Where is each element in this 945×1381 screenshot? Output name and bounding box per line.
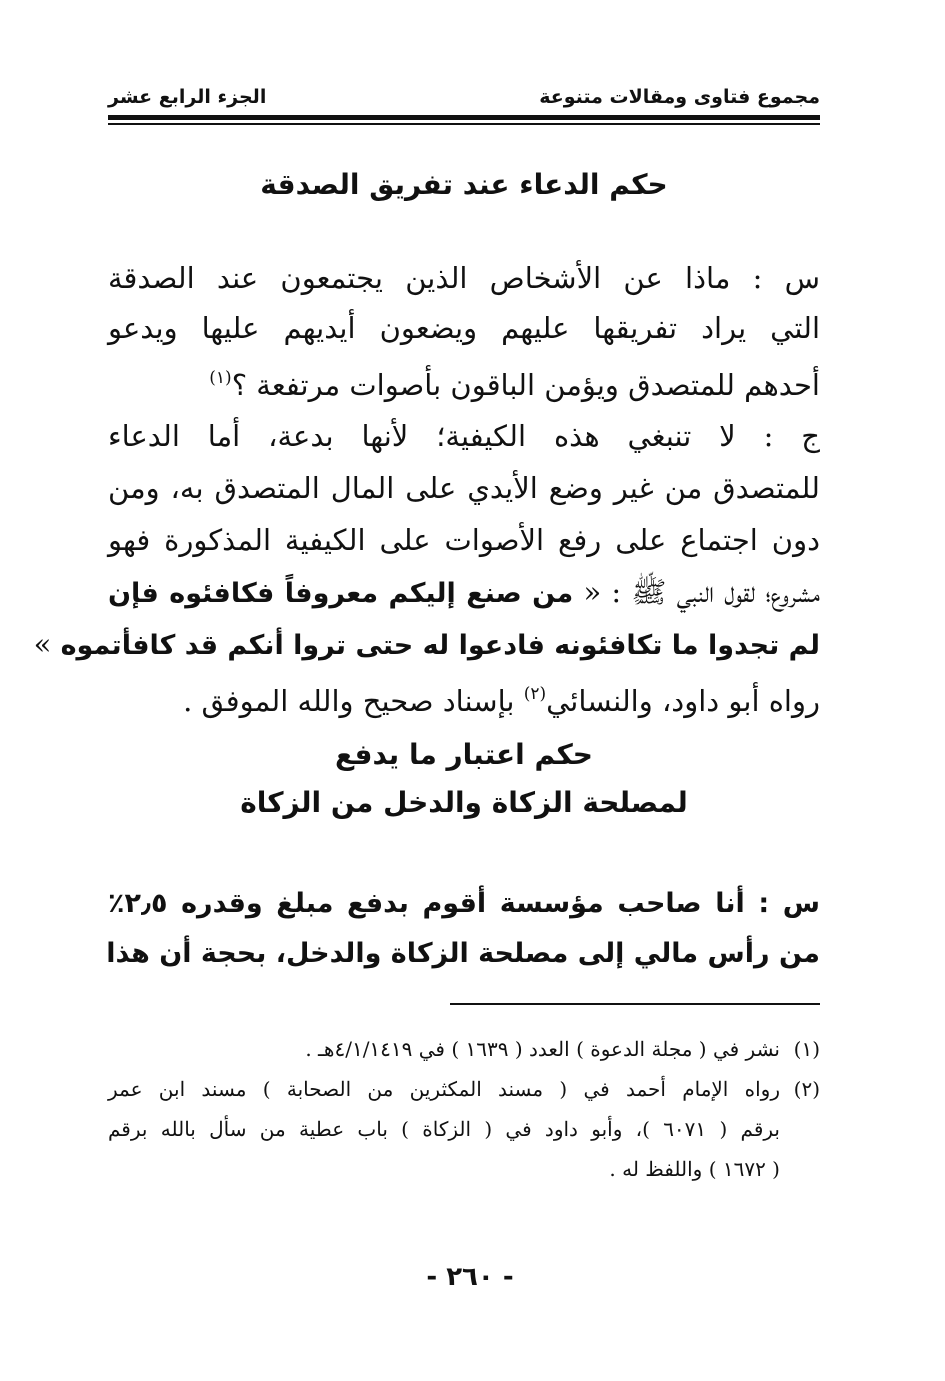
answer1-line-4 [108,566,820,618]
header-rule-thick [108,115,820,120]
answer1-line-2: للمتصدق من غير وضع الأيدي على المال المتصدق به، ومن [108,471,820,505]
section2-title-line-2: لمصلحة الزكاة والدخل من الزكاة [240,786,688,819]
answer1-line-1: ج : لا تنبغي هذه الكيفية؛ لأنها بدعة، أما الدعاء [108,419,820,453]
footnote-1 [108,1032,820,1066]
answer1-line-6-b: بإسناد صحيح والله الموفق . [183,684,524,718]
answer1-line-4-plain: مشروع؛ لقول النبي ﷺ : « [583,575,820,609]
footnote-1-number: (١) [793,1037,820,1061]
question1-line-1: س : ماذا عن الأشخاص الذين يجتمعون عند الصدقة [108,261,820,295]
question2-line-1: س : أنا صاحب مؤسسة أقوم بدفع مبلغ وقدره ٢٫٥٪ [108,888,820,919]
footnote-ref-2: (٢) [523,684,547,704]
header-rule-thin [108,123,820,125]
answer1-line-3: دون اجتماع على رفع الأصوات على الكيفية المذكورة فهو [108,523,820,557]
answer1-line-5 [33,618,820,670]
section2-title-line-1: حكم اعتبار ما يدفع [335,738,593,771]
book-title: مجموع فتاوى ومقالات متنوعة [539,86,820,108]
page-number: - ٢٦٠ - [426,1262,514,1292]
question1-line-2: التي يراد تفريقها عليهم ويضعون أيديهم عليها ويدعو [108,311,820,345]
question2-line-2: من رأس مالي إلى مصلحة الزكاة والدخل، بحجة أن هذا [106,938,820,969]
question1-line-3 [108,352,820,404]
footnote-ref-1: (١) [209,368,232,388]
footnote-2-number: (٢) [793,1077,820,1101]
hadith-close-quote: » [33,627,52,661]
question1-line-3-text: أحدهم للمتصدق ويؤمن الباقون بأصوات مرتفعة ؟ [231,368,820,402]
answer1-line-6-a: رواه أبو داود، والنسائي [546,684,820,718]
footnote-separator [450,1003,820,1005]
section1-title: حكم الدعاء عند تفريق الصدقة [260,168,668,201]
footnote-2-text-1: رواه الإمام أحمد في ( مسند المكثرين من الصحابة ) مسند ابن عمر [108,1077,780,1101]
footnote-2-line-2: برقم ( ٦٠٧١ )، وأبو داود في ( الزكاة ) باب عطية من سأل بالله برقم [108,1117,780,1141]
hadith-text-start: من صنع إليكم معروفاً فكافئوه فإن [108,578,574,609]
hadith-text-end: لم تجدوا ما تكافئونه فادعوا له حتى تروا أنكم قد كافأتموه [60,630,820,661]
answer1-line-6 [108,668,820,720]
footnote-2-line-1 [108,1072,820,1106]
footnote-1-text: نشر في ( مجلة الدعوة ) العدد ( ١٦٣٩ ) في ٤/١/١٤١٩هـ . [305,1037,780,1061]
volume-label: الجزء الرابع عشر [108,86,267,108]
running-header [108,86,820,112]
footnote-2-line-3: ( ١٦٧٢ ) واللفظ له . [609,1157,780,1181]
